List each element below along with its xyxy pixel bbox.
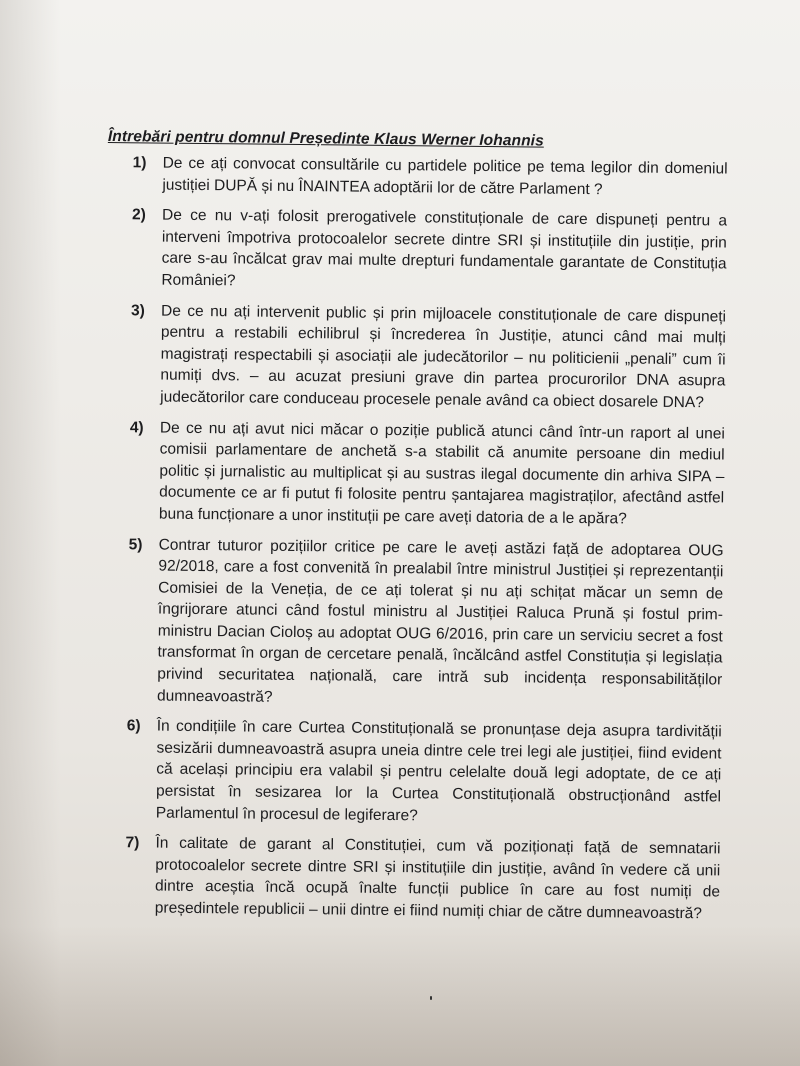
question-text: De ce nu v-ați folosit prerogativele constituționale de care dispuneți pentru a interveni împotriva protocoalelor secrete dintre SRI și instituțiile din justiție, prin care s-au încălcat grav mai multe drepturi fundamentale garantate de Constituția României?	[161, 206, 728, 290]
question-text: De ce ați convocat consultările cu partidele politice pe tema legilor din domeniul justiției DUPĂ și nu ÎNAINTEA adoptării lor de către Parlament ?	[162, 154, 728, 198]
paper-shadow-left	[0, 0, 60, 1066]
question-text: Contrar tuturor pozițiilor critice pe care le aveți astăzi față de adoptarea OUG 92/2018, care a fost convenită în prealabil între ministrul Justiției și reprezentanții Comisiei de la Veneția, de ce ați tolerat și nu ați schițat măcar un semn de îngrijorare atunci când fostul ministru al Justiției Raluca Prună și fostul prim-ministru Dacian Cioloș au adoptat OUG 6/2016, prin care un serviciu secret a fost transformat în organ de cercetare penală, încălcând astfel Constituția și legislația privind securitatea națională, care intră sub incidența responsabilităților dumneavoastră?	[156, 536, 724, 706]
question-text: De ce nu ați avut nici măcar o poziție publică atunci când într-un raport al unei comisii parlamentare de anchetă s-a stabilit că anumite persoane din mediul politic și jurnalistic au multiplicat și au sustras ilegal documente din arhiva SIPA – documente ce ar fi putut fi folosite pentru șantajarea magistraților, afectând astfel buna funcționare a unor instituții pe care aveți datoria de a le apăra?	[158, 419, 725, 528]
question-4	[104, 417, 725, 531]
question-text: În calitate de garant al Constituției, cum vă poziționați față de semnatarii protocoalelor secrete dintre SRI și instituțiile din justiție, având în vedere că unii dintre aceștia încă ocupă înalte funcții publice în care au fost numiți de președintele republicii – unii dintre ei fiind numiți chiar de către dumneavoastră?	[154, 834, 721, 923]
question-number: 3)	[131, 301, 145, 319]
question-5	[102, 533, 724, 712]
question-text: În condițiile în care Curtea Constituțională se pronunțase deja asupra tardivității sesizării dumneavoastră asupra uneia dintre cele trei legi ale justiției, fiind evident că același principiu era valabil și pentru celelalte două legi adoptate, de ce ați persistat în sesizarea lor la Curtea Constituțională obstrucționând astfel Parlamentul în procesul de legiferare?	[155, 717, 722, 824]
ink-speck	[430, 996, 432, 1000]
question-6	[101, 715, 722, 829]
question-number: 2)	[132, 206, 146, 224]
question-number: 1)	[132, 154, 147, 172]
question-2	[106, 204, 727, 297]
question-number: 4)	[129, 418, 144, 436]
question-number: 6)	[126, 717, 141, 735]
document-title: Întrebări pentru domnul Președinte Klaus Werner Iohannis	[107, 128, 544, 150]
question-3	[105, 300, 726, 414]
question-text: De ce nu ați intervenit public și prin mijloacele constituționale de care dispuneți pentru a restabili echilibrul și încrederea în Justiție, atunci când mai mulți magistrați respectabili și asociații ale judecătorilor – nu politicienii „penali” cum îi numiți dvs. – au acuzat presiuni grave din partea procurorilor DNA asupra judecătorilor care conduceau procesele penale având ca obiect dosarele DNA?	[160, 302, 727, 412]
questions-list	[100, 152, 728, 925]
paper-shadow-bottom	[0, 926, 800, 1066]
question-7	[100, 832, 721, 925]
question-number: 5)	[128, 535, 143, 553]
question-1	[107, 152, 727, 202]
question-number: 7)	[125, 834, 140, 852]
document-content	[100, 128, 728, 934]
